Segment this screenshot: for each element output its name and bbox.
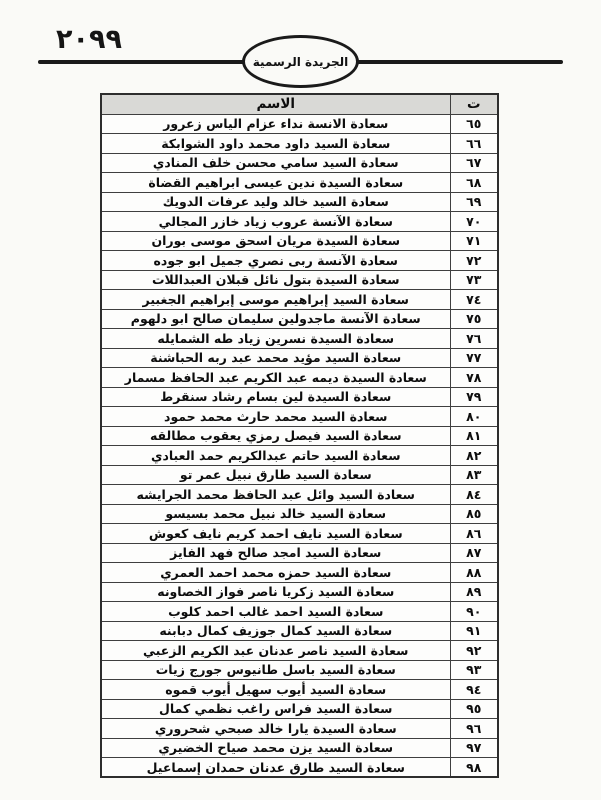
table-row bbox=[101, 504, 498, 524]
index-cell: ٩٣ bbox=[450, 660, 498, 680]
index-cell: ٧٤ bbox=[450, 290, 498, 310]
names-table bbox=[100, 93, 499, 778]
table-row bbox=[101, 114, 498, 134]
name-cell: سعادة السيدة ندين عيسى ابراهيم القضاة bbox=[101, 173, 450, 193]
table-row bbox=[101, 524, 498, 544]
table-row bbox=[101, 680, 498, 700]
name-cell: سعادة السيد وائل عبد الحافظ محمد الجرايشه bbox=[101, 485, 450, 505]
table-row bbox=[101, 446, 498, 466]
name-cell: سعادة السيد كمال جوزيف كمال دبابنه bbox=[101, 621, 450, 641]
index-cell: ٨٢ bbox=[450, 446, 498, 466]
index-cell: ٨٠ bbox=[450, 407, 498, 427]
index-cell: ٩٢ bbox=[450, 641, 498, 661]
index-cell: ٧٨ bbox=[450, 368, 498, 388]
index-cell: ٦٦ bbox=[450, 134, 498, 154]
index-cell: ٧٦ bbox=[450, 329, 498, 349]
index-cell: ٧٩ bbox=[450, 387, 498, 407]
index-cell: ٦٥ bbox=[450, 114, 498, 134]
index-cell: ٧٠ bbox=[450, 212, 498, 232]
table-header-row bbox=[101, 94, 498, 114]
table-row bbox=[101, 641, 498, 661]
index-cell: ٩٥ bbox=[450, 699, 498, 719]
name-cell: سعادة السيد حاتم عبدالكريم حمد العبادي bbox=[101, 446, 450, 466]
index-column-header: ت bbox=[450, 94, 498, 114]
index-cell: ٨٧ bbox=[450, 543, 498, 563]
index-cell: ٦٩ bbox=[450, 192, 498, 212]
name-cell: سعادة السيد امجد صالح فهد الفايز bbox=[101, 543, 450, 563]
table-row bbox=[101, 387, 498, 407]
gazette-title-badge bbox=[242, 35, 359, 88]
table-row bbox=[101, 368, 498, 388]
name-cell: سعادة الانسة نداء عزام الياس زعرور bbox=[101, 114, 450, 134]
table-row bbox=[101, 134, 498, 154]
table-row bbox=[101, 758, 498, 778]
name-cell: سعادة السيدة ديمه عبد الكريم عبد الحافظ مسمار bbox=[101, 368, 450, 388]
index-cell: ٧٧ bbox=[450, 348, 498, 368]
name-cell: سعادة السيد خالد وليد عرفات الدويك bbox=[101, 192, 450, 212]
index-cell: ٩٨ bbox=[450, 758, 498, 778]
table-row bbox=[101, 621, 498, 641]
name-cell: سعادة السيد فيصل رمزي يعقوب مطالقه bbox=[101, 426, 450, 446]
index-cell: ٦٧ bbox=[450, 153, 498, 173]
name-cell: سعادة السيد زكريا ناصر فواز الخصاونه bbox=[101, 582, 450, 602]
index-cell: ٩١ bbox=[450, 621, 498, 641]
table-row bbox=[101, 173, 498, 193]
table-row bbox=[101, 212, 498, 232]
table-row bbox=[101, 426, 498, 446]
table-row bbox=[101, 290, 498, 310]
name-cell: سعادة السيد أيوب سهيل أيوب قموه bbox=[101, 680, 450, 700]
name-cell: سعادة السيد سامي محسن خلف المنادي bbox=[101, 153, 450, 173]
table-row bbox=[101, 348, 498, 368]
index-cell: ٨٨ bbox=[450, 563, 498, 583]
index-cell: ٨٦ bbox=[450, 524, 498, 544]
index-cell: ٦٨ bbox=[450, 173, 498, 193]
table-row bbox=[101, 738, 498, 758]
table-row bbox=[101, 699, 498, 719]
table-row bbox=[101, 192, 498, 212]
table-row bbox=[101, 602, 498, 622]
index-cell: ٨٥ bbox=[450, 504, 498, 524]
index-cell: ٨٤ bbox=[450, 485, 498, 505]
name-cell: سعادة السيد فراس راغب نظمي كمال bbox=[101, 699, 450, 719]
name-cell: سعادة السيدة يارا خالد صبحي شحروري bbox=[101, 719, 450, 739]
name-cell: سعادة السيدة لين بسام رشاد سنقرط bbox=[101, 387, 450, 407]
table-row bbox=[101, 231, 498, 251]
table-row bbox=[101, 329, 498, 349]
name-cell: سعادة السيدة نسرين زياد طه الشمايله bbox=[101, 329, 450, 349]
index-cell: ٧١ bbox=[450, 231, 498, 251]
index-cell: ٨٩ bbox=[450, 582, 498, 602]
table-row bbox=[101, 270, 498, 290]
table-row bbox=[101, 153, 498, 173]
name-cell: سعادة الآنسة ربى نصري جميل ابو جوده bbox=[101, 251, 450, 271]
name-cell: سعادة السيد ناصر عدنان عبد الكريم الزعبي bbox=[101, 641, 450, 661]
name-cell: سعادة الآنسة عروب زياد خازر المجالي bbox=[101, 212, 450, 232]
table-row bbox=[101, 465, 498, 485]
name-cell: سعادة السيد احمد غالب احمد كلوب bbox=[101, 602, 450, 622]
name-cell: سعادة السيد مؤيد محمد عبد ربه الحباشنة bbox=[101, 348, 450, 368]
index-cell: ٩٠ bbox=[450, 602, 498, 622]
index-cell: ٩٦ bbox=[450, 719, 498, 739]
name-column-header: الاسم bbox=[101, 94, 450, 114]
index-cell: ٩٤ bbox=[450, 680, 498, 700]
name-cell: سعادة السيد باسل طانيوس جورج زيات bbox=[101, 660, 450, 680]
name-cell: سعادة السيد حمزه محمد احمد العمري bbox=[101, 563, 450, 583]
name-cell: سعادة السيد محمد حارث محمد حمود bbox=[101, 407, 450, 427]
index-cell: ٨٣ bbox=[450, 465, 498, 485]
name-cell: سعادة السيد نايف احمد كريم نايف كعوش bbox=[101, 524, 450, 544]
name-cell: سعادة السيد طارق عدنان حمدان إسماعيل bbox=[101, 758, 450, 778]
index-cell: ٩٧ bbox=[450, 738, 498, 758]
table-body bbox=[101, 114, 498, 777]
table-row bbox=[101, 407, 498, 427]
name-cell: سعادة السيدة بتول نائل قبلان العبداللات bbox=[101, 270, 450, 290]
table-row bbox=[101, 719, 498, 739]
index-cell: ٨١ bbox=[450, 426, 498, 446]
name-cell: سعادة السيد إبراهيم موسى إبراهيم الجغبير bbox=[101, 290, 450, 310]
index-cell: ٧٢ bbox=[450, 251, 498, 271]
index-cell: ٧٣ bbox=[450, 270, 498, 290]
table-row bbox=[101, 309, 498, 329]
names-table-container bbox=[100, 93, 499, 777]
table-row bbox=[101, 251, 498, 271]
page-number: ٢٠٩٩ bbox=[56, 24, 122, 55]
table-row bbox=[101, 543, 498, 563]
name-cell: سعادة السيد داود محمد داود الشوابكة bbox=[101, 134, 450, 154]
gazette-title-label: الجريدة الرسمية bbox=[252, 54, 349, 69]
index-cell: ٧٥ bbox=[450, 309, 498, 329]
name-cell: سعادة السيد يزن محمد صياح الخضيري bbox=[101, 738, 450, 758]
table-row bbox=[101, 582, 498, 602]
table-row bbox=[101, 563, 498, 583]
name-cell: سعادة السيد خالد نبيل محمد بسيسو bbox=[101, 504, 450, 524]
name-cell: سعادة الآنسة ماجدولين سليمان صالح ابو دلهوم bbox=[101, 309, 450, 329]
table-row bbox=[101, 660, 498, 680]
name-cell: سعادة السيد طارق نبيل عمر تو bbox=[101, 465, 450, 485]
name-cell: سعادة السيدة مريان اسحق موسى بوران bbox=[101, 231, 450, 251]
table-row bbox=[101, 485, 498, 505]
